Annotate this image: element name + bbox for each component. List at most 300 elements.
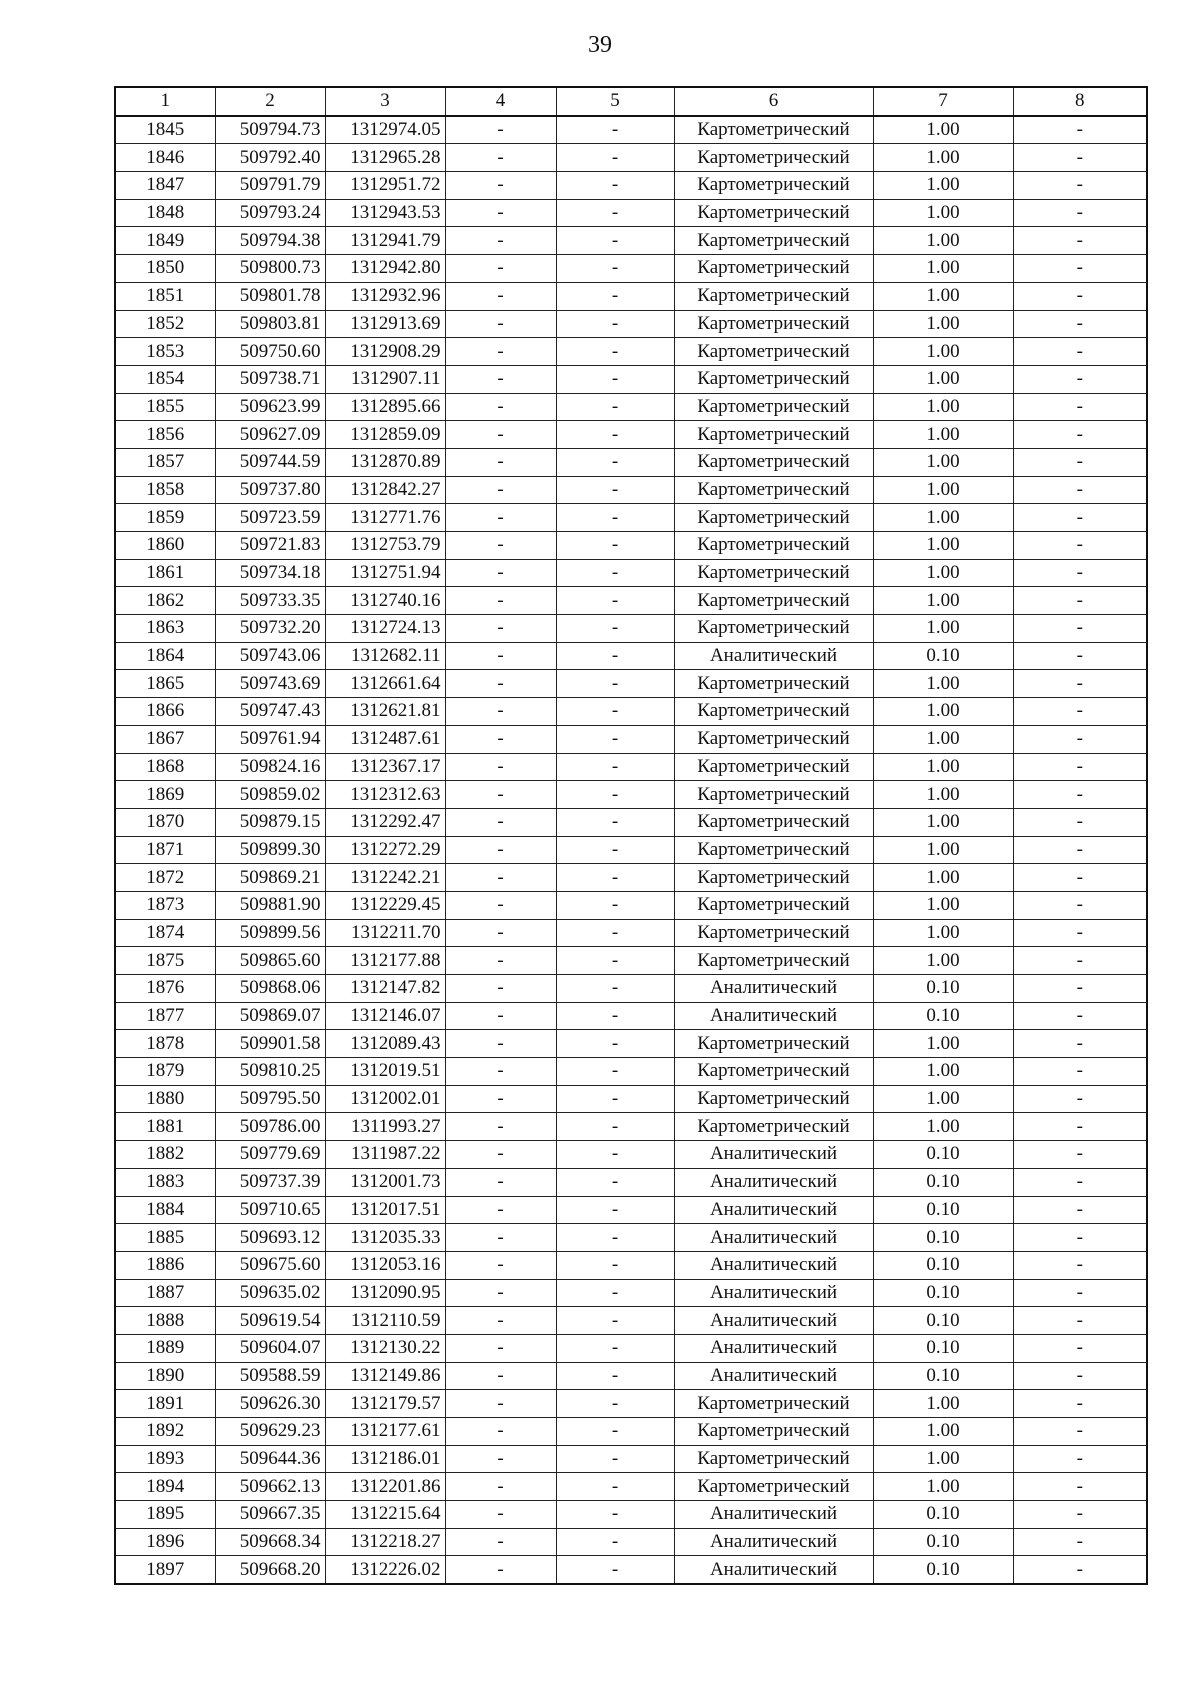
y-coordinate-cell: 1312942.80 xyxy=(325,255,445,283)
accuracy-cell: 1.00 xyxy=(873,282,1013,310)
method-cell: Картометрический xyxy=(674,947,873,975)
table-row xyxy=(115,144,1147,172)
y-coordinate-cell: 1312215.64 xyxy=(325,1501,445,1529)
column-5-cell: - xyxy=(556,282,674,310)
method-cell: Картометрический xyxy=(674,1113,873,1141)
column-4-cell: - xyxy=(445,1445,556,1473)
column-4-cell: - xyxy=(445,172,556,200)
method-cell: Картометрический xyxy=(674,393,873,421)
accuracy-cell: 1.00 xyxy=(873,144,1013,172)
table-row xyxy=(115,227,1147,255)
table-body xyxy=(115,116,1147,1584)
x-coordinate-cell: 509588.59 xyxy=(215,1362,325,1390)
y-coordinate-cell: 1312740.16 xyxy=(325,587,445,615)
x-coordinate-cell: 509604.07 xyxy=(215,1334,325,1362)
y-coordinate-cell: 1312753.79 xyxy=(325,532,445,560)
column-4-cell: - xyxy=(445,1501,556,1529)
column-8-cell: - xyxy=(1013,642,1147,670)
point-number-cell: 1849 xyxy=(115,227,215,255)
column-8-cell: - xyxy=(1013,310,1147,338)
accuracy-cell: 1.00 xyxy=(873,1085,1013,1113)
method-cell: Картометрический xyxy=(674,116,873,144)
column-8-cell: - xyxy=(1013,1556,1147,1584)
x-coordinate-cell: 509743.69 xyxy=(215,670,325,698)
table-row xyxy=(115,172,1147,200)
point-number-cell: 1887 xyxy=(115,1279,215,1307)
column-5-cell: - xyxy=(556,864,674,892)
column-5-cell: - xyxy=(556,365,674,393)
table-row xyxy=(115,282,1147,310)
y-coordinate-cell: 1312292.47 xyxy=(325,808,445,836)
y-coordinate-cell: 1312177.88 xyxy=(325,947,445,975)
method-cell: Картометрический xyxy=(674,781,873,809)
accuracy-cell: 0.10 xyxy=(873,1307,1013,1335)
column-8-cell: - xyxy=(1013,421,1147,449)
column-4-cell: - xyxy=(445,1113,556,1141)
accuracy-cell: 1.00 xyxy=(873,1113,1013,1141)
column-5-cell: - xyxy=(556,338,674,366)
point-number-cell: 1897 xyxy=(115,1556,215,1584)
column-4-cell: - xyxy=(445,670,556,698)
column-8-cell: - xyxy=(1013,282,1147,310)
table-row xyxy=(115,1362,1147,1390)
table-row xyxy=(115,1390,1147,1418)
y-coordinate-cell: 1312913.69 xyxy=(325,310,445,338)
column-8-cell: - xyxy=(1013,365,1147,393)
table-row xyxy=(115,421,1147,449)
y-coordinate-cell: 1312186.01 xyxy=(325,1445,445,1473)
column-8-cell: - xyxy=(1013,1473,1147,1501)
point-number-cell: 1869 xyxy=(115,781,215,809)
table-row xyxy=(115,559,1147,587)
accuracy-cell: 1.00 xyxy=(873,891,1013,919)
y-coordinate-cell: 1312130.22 xyxy=(325,1334,445,1362)
column-4-cell: - xyxy=(445,1251,556,1279)
y-coordinate-cell: 1312147.82 xyxy=(325,975,445,1003)
table-row xyxy=(115,365,1147,393)
column-5-cell: - xyxy=(556,891,674,919)
table-row xyxy=(115,975,1147,1003)
column-4-cell: - xyxy=(445,310,556,338)
method-cell: Картометрический xyxy=(674,338,873,366)
table-row xyxy=(115,393,1147,421)
column-4-cell: - xyxy=(445,1334,556,1362)
column-8-cell: - xyxy=(1013,1390,1147,1418)
method-cell: Аналитический xyxy=(674,642,873,670)
column-header: 2 xyxy=(215,87,325,116)
column-8-cell: - xyxy=(1013,144,1147,172)
column-8-cell: - xyxy=(1013,1362,1147,1390)
column-4-cell: - xyxy=(445,725,556,753)
accuracy-cell: 1.00 xyxy=(873,310,1013,338)
x-coordinate-cell: 509899.30 xyxy=(215,836,325,864)
y-coordinate-cell: 1312870.89 xyxy=(325,448,445,476)
y-coordinate-cell: 1312272.29 xyxy=(325,836,445,864)
x-coordinate-cell: 509859.02 xyxy=(215,781,325,809)
table-row xyxy=(115,1501,1147,1529)
table-row xyxy=(115,1334,1147,1362)
table-row xyxy=(115,1168,1147,1196)
column-5-cell: - xyxy=(556,393,674,421)
accuracy-cell: 1.00 xyxy=(873,227,1013,255)
method-cell: Картометрический xyxy=(674,1390,873,1418)
point-number-cell: 1868 xyxy=(115,753,215,781)
x-coordinate-cell: 509800.73 xyxy=(215,255,325,283)
column-5-cell: - xyxy=(556,1556,674,1584)
accuracy-cell: 0.10 xyxy=(873,1501,1013,1529)
accuracy-cell: 1.00 xyxy=(873,421,1013,449)
accuracy-cell: 0.10 xyxy=(873,1168,1013,1196)
x-coordinate-cell: 509794.73 xyxy=(215,116,325,144)
x-coordinate-cell: 509627.09 xyxy=(215,421,325,449)
column-8-cell: - xyxy=(1013,975,1147,1003)
y-coordinate-cell: 1312661.64 xyxy=(325,670,445,698)
column-5-cell: - xyxy=(556,1418,674,1446)
y-coordinate-cell: 1311993.27 xyxy=(325,1113,445,1141)
column-5-cell: - xyxy=(556,919,674,947)
point-number-cell: 1885 xyxy=(115,1224,215,1252)
y-coordinate-cell: 1312229.45 xyxy=(325,891,445,919)
x-coordinate-cell: 509824.16 xyxy=(215,753,325,781)
method-cell: Аналитический xyxy=(674,1251,873,1279)
y-coordinate-cell: 1312859.09 xyxy=(325,421,445,449)
table-row xyxy=(115,1196,1147,1224)
column-8-cell: - xyxy=(1013,615,1147,643)
column-4-cell: - xyxy=(445,1307,556,1335)
column-4-cell: - xyxy=(445,144,556,172)
point-number-cell: 1870 xyxy=(115,808,215,836)
column-4-cell: - xyxy=(445,947,556,975)
column-4-cell: - xyxy=(445,1030,556,1058)
x-coordinate-cell: 509901.58 xyxy=(215,1030,325,1058)
point-number-cell: 1892 xyxy=(115,1418,215,1446)
column-8-cell: - xyxy=(1013,1445,1147,1473)
method-cell: Картометрический xyxy=(674,227,873,255)
x-coordinate-cell: 509737.80 xyxy=(215,476,325,504)
method-cell: Аналитический xyxy=(674,1279,873,1307)
table-row xyxy=(115,1113,1147,1141)
x-coordinate-cell: 509865.60 xyxy=(215,947,325,975)
point-number-cell: 1877 xyxy=(115,1002,215,1030)
column-5-cell: - xyxy=(556,1196,674,1224)
column-8-cell: - xyxy=(1013,227,1147,255)
column-5-cell: - xyxy=(556,1362,674,1390)
y-coordinate-cell: 1312682.11 xyxy=(325,642,445,670)
table-row xyxy=(115,698,1147,726)
accuracy-cell: 1.00 xyxy=(873,864,1013,892)
table-row xyxy=(115,1085,1147,1113)
accuracy-cell: 1.00 xyxy=(873,1473,1013,1501)
column-8-cell: - xyxy=(1013,836,1147,864)
x-coordinate-cell: 509710.65 xyxy=(215,1196,325,1224)
table-row xyxy=(115,1473,1147,1501)
column-4-cell: - xyxy=(445,1224,556,1252)
point-number-cell: 1891 xyxy=(115,1390,215,1418)
accuracy-cell: 1.00 xyxy=(873,753,1013,781)
table-row xyxy=(115,1556,1147,1584)
accuracy-cell: 0.10 xyxy=(873,1224,1013,1252)
y-coordinate-cell: 1312242.21 xyxy=(325,864,445,892)
y-coordinate-cell: 1312001.73 xyxy=(325,1168,445,1196)
column-5-cell: - xyxy=(556,808,674,836)
column-header: 1 xyxy=(115,87,215,116)
column-8-cell: - xyxy=(1013,1113,1147,1141)
column-4-cell: - xyxy=(445,227,556,255)
column-5-cell: - xyxy=(556,227,674,255)
method-cell: Картометрический xyxy=(674,919,873,947)
column-8-cell: - xyxy=(1013,1418,1147,1446)
column-8-cell: - xyxy=(1013,532,1147,560)
column-8-cell: - xyxy=(1013,1307,1147,1335)
column-5-cell: - xyxy=(556,698,674,726)
accuracy-cell: 1.00 xyxy=(873,199,1013,227)
point-number-cell: 1858 xyxy=(115,476,215,504)
column-4-cell: - xyxy=(445,448,556,476)
point-number-cell: 1883 xyxy=(115,1168,215,1196)
column-8-cell: - xyxy=(1013,1002,1147,1030)
table-row xyxy=(115,1418,1147,1446)
column-8-cell: - xyxy=(1013,725,1147,753)
y-coordinate-cell: 1312908.29 xyxy=(325,338,445,366)
table-row xyxy=(115,864,1147,892)
column-8-cell: - xyxy=(1013,891,1147,919)
y-coordinate-cell: 1312974.05 xyxy=(325,116,445,144)
table-row xyxy=(115,310,1147,338)
column-4-cell: - xyxy=(445,532,556,560)
column-4-cell: - xyxy=(445,199,556,227)
point-number-cell: 1847 xyxy=(115,172,215,200)
point-number-cell: 1867 xyxy=(115,725,215,753)
column-8-cell: - xyxy=(1013,255,1147,283)
table-row xyxy=(115,615,1147,643)
column-5-cell: - xyxy=(556,670,674,698)
x-coordinate-cell: 509629.23 xyxy=(215,1418,325,1446)
table-row xyxy=(115,504,1147,532)
y-coordinate-cell: 1312771.76 xyxy=(325,504,445,532)
method-cell: Аналитический xyxy=(674,1556,873,1584)
accuracy-cell: 1.00 xyxy=(873,781,1013,809)
column-5-cell: - xyxy=(556,836,674,864)
accuracy-cell: 1.00 xyxy=(873,1390,1013,1418)
column-8-cell: - xyxy=(1013,1058,1147,1086)
x-coordinate-cell: 509793.24 xyxy=(215,199,325,227)
method-cell: Аналитический xyxy=(674,975,873,1003)
method-cell: Картометрический xyxy=(674,1030,873,1058)
point-number-cell: 1890 xyxy=(115,1362,215,1390)
point-number-cell: 1863 xyxy=(115,615,215,643)
accuracy-cell: 1.00 xyxy=(873,808,1013,836)
column-8-cell: - xyxy=(1013,1279,1147,1307)
column-4-cell: - xyxy=(445,642,556,670)
y-coordinate-cell: 1312367.17 xyxy=(325,753,445,781)
column-5-cell: - xyxy=(556,1307,674,1335)
y-coordinate-cell: 1312002.01 xyxy=(325,1085,445,1113)
column-8-cell: - xyxy=(1013,338,1147,366)
y-coordinate-cell: 1312965.28 xyxy=(325,144,445,172)
column-4-cell: - xyxy=(445,504,556,532)
method-cell: Аналитический xyxy=(674,1501,873,1529)
x-coordinate-cell: 509737.39 xyxy=(215,1168,325,1196)
method-cell: Картометрический xyxy=(674,559,873,587)
column-5-cell: - xyxy=(556,1473,674,1501)
column-4-cell: - xyxy=(445,1362,556,1390)
table-row xyxy=(115,587,1147,615)
table-row xyxy=(115,670,1147,698)
table-row xyxy=(115,476,1147,504)
x-coordinate-cell: 509675.60 xyxy=(215,1251,325,1279)
column-5-cell: - xyxy=(556,310,674,338)
column-8-cell: - xyxy=(1013,199,1147,227)
point-number-cell: 1857 xyxy=(115,448,215,476)
table-row xyxy=(115,1030,1147,1058)
y-coordinate-cell: 1312895.66 xyxy=(325,393,445,421)
column-8-cell: - xyxy=(1013,753,1147,781)
column-8-cell: - xyxy=(1013,781,1147,809)
point-number-cell: 1880 xyxy=(115,1085,215,1113)
y-coordinate-cell: 1312177.61 xyxy=(325,1418,445,1446)
y-coordinate-cell: 1312146.07 xyxy=(325,1002,445,1030)
x-coordinate-cell: 509733.35 xyxy=(215,587,325,615)
point-number-cell: 1872 xyxy=(115,864,215,892)
column-8-cell: - xyxy=(1013,1251,1147,1279)
x-coordinate-cell: 509734.18 xyxy=(215,559,325,587)
method-cell: Картометрический xyxy=(674,1445,873,1473)
column-5-cell: - xyxy=(556,116,674,144)
table-row xyxy=(115,338,1147,366)
accuracy-cell: 1.00 xyxy=(873,532,1013,560)
column-8-cell: - xyxy=(1013,559,1147,587)
method-cell: Аналитический xyxy=(674,1168,873,1196)
method-cell: Картометрический xyxy=(674,310,873,338)
column-5-cell: - xyxy=(556,421,674,449)
column-8-cell: - xyxy=(1013,808,1147,836)
column-header: 6 xyxy=(674,87,873,116)
column-header: 5 xyxy=(556,87,674,116)
accuracy-cell: 0.10 xyxy=(873,1141,1013,1169)
method-cell: Аналитический xyxy=(674,1224,873,1252)
column-4-cell: - xyxy=(445,1528,556,1556)
y-coordinate-cell: 1312053.16 xyxy=(325,1251,445,1279)
table-row xyxy=(115,1141,1147,1169)
table-row xyxy=(115,781,1147,809)
column-4-cell: - xyxy=(445,1168,556,1196)
accuracy-cell: 1.00 xyxy=(873,919,1013,947)
table-row xyxy=(115,947,1147,975)
column-8-cell: - xyxy=(1013,919,1147,947)
point-number-cell: 1875 xyxy=(115,947,215,975)
y-coordinate-cell: 1312941.79 xyxy=(325,227,445,255)
x-coordinate-cell: 509899.56 xyxy=(215,919,325,947)
point-number-cell: 1850 xyxy=(115,255,215,283)
column-4-cell: - xyxy=(445,1418,556,1446)
accuracy-cell: 0.10 xyxy=(873,1279,1013,1307)
column-8-cell: - xyxy=(1013,1141,1147,1169)
x-coordinate-cell: 509668.34 xyxy=(215,1528,325,1556)
column-8-cell: - xyxy=(1013,1168,1147,1196)
accuracy-cell: 0.10 xyxy=(873,1196,1013,1224)
point-number-cell: 1854 xyxy=(115,365,215,393)
x-coordinate-cell: 509761.94 xyxy=(215,725,325,753)
column-8-cell: - xyxy=(1013,1334,1147,1362)
method-cell: Картометрический xyxy=(674,1058,873,1086)
accuracy-cell: 1.00 xyxy=(873,947,1013,975)
column-8-cell: - xyxy=(1013,947,1147,975)
x-coordinate-cell: 509721.83 xyxy=(215,532,325,560)
accuracy-cell: 1.00 xyxy=(873,1445,1013,1473)
column-5-cell: - xyxy=(556,199,674,227)
point-number-cell: 1874 xyxy=(115,919,215,947)
column-5-cell: - xyxy=(556,642,674,670)
column-4-cell: - xyxy=(445,891,556,919)
point-number-cell: 1876 xyxy=(115,975,215,1003)
y-coordinate-cell: 1312487.61 xyxy=(325,725,445,753)
accuracy-cell: 1.00 xyxy=(873,836,1013,864)
y-coordinate-cell: 1312017.51 xyxy=(325,1196,445,1224)
method-cell: Картометрический xyxy=(674,615,873,643)
x-coordinate-cell: 509750.60 xyxy=(215,338,325,366)
method-cell: Картометрический xyxy=(674,421,873,449)
column-5-cell: - xyxy=(556,1168,674,1196)
column-5-cell: - xyxy=(556,1085,674,1113)
column-5-cell: - xyxy=(556,1334,674,1362)
column-5-cell: - xyxy=(556,1501,674,1529)
column-4-cell: - xyxy=(445,365,556,393)
table-row xyxy=(115,1058,1147,1086)
column-5-cell: - xyxy=(556,476,674,504)
column-5-cell: - xyxy=(556,587,674,615)
point-number-cell: 1889 xyxy=(115,1334,215,1362)
table-row xyxy=(115,891,1147,919)
y-coordinate-cell: 1312218.27 xyxy=(325,1528,445,1556)
column-4-cell: - xyxy=(445,255,556,283)
x-coordinate-cell: 509810.25 xyxy=(215,1058,325,1086)
column-4-cell: - xyxy=(445,1556,556,1584)
method-cell: Аналитический xyxy=(674,1362,873,1390)
accuracy-cell: 0.10 xyxy=(873,975,1013,1003)
method-cell: Картометрический xyxy=(674,808,873,836)
x-coordinate-cell: 509668.20 xyxy=(215,1556,325,1584)
y-coordinate-cell: 1311987.22 xyxy=(325,1141,445,1169)
table-row xyxy=(115,753,1147,781)
point-number-cell: 1865 xyxy=(115,670,215,698)
method-cell: Картометрический xyxy=(674,836,873,864)
column-8-cell: - xyxy=(1013,587,1147,615)
method-cell: Картометрический xyxy=(674,144,873,172)
point-number-cell: 1888 xyxy=(115,1307,215,1335)
x-coordinate-cell: 509693.12 xyxy=(215,1224,325,1252)
point-number-cell: 1895 xyxy=(115,1501,215,1529)
accuracy-cell: 1.00 xyxy=(873,670,1013,698)
column-4-cell: - xyxy=(445,1058,556,1086)
point-number-cell: 1862 xyxy=(115,587,215,615)
method-cell: Аналитический xyxy=(674,1141,873,1169)
point-number-cell: 1894 xyxy=(115,1473,215,1501)
accuracy-cell: 1.00 xyxy=(873,587,1013,615)
column-4-cell: - xyxy=(445,808,556,836)
table-row xyxy=(115,919,1147,947)
column-8-cell: - xyxy=(1013,1085,1147,1113)
point-number-cell: 1864 xyxy=(115,642,215,670)
y-coordinate-cell: 1312090.95 xyxy=(325,1279,445,1307)
point-number-cell: 1846 xyxy=(115,144,215,172)
x-coordinate-cell: 509738.71 xyxy=(215,365,325,393)
column-header: 7 xyxy=(873,87,1013,116)
y-coordinate-cell: 1312907.11 xyxy=(325,365,445,393)
x-coordinate-cell: 509619.54 xyxy=(215,1307,325,1335)
column-5-cell: - xyxy=(556,975,674,1003)
column-5-cell: - xyxy=(556,947,674,975)
accuracy-cell: 1.00 xyxy=(873,338,1013,366)
